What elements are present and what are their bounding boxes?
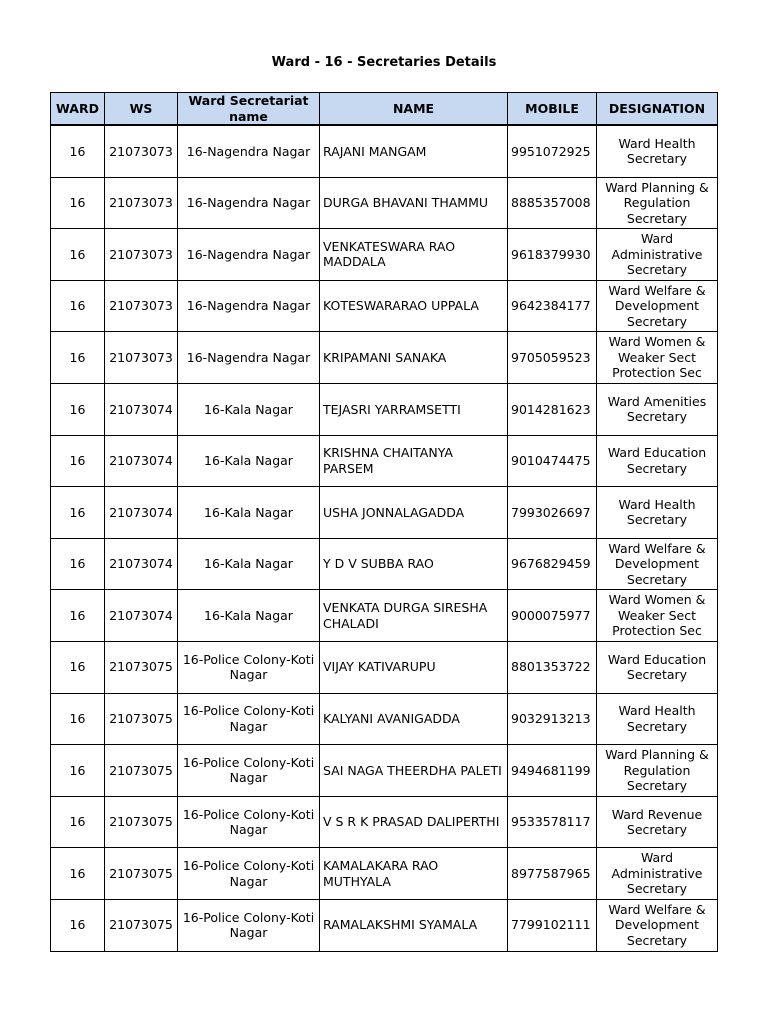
cell-mobile: 8885357008 [508,177,597,229]
cell-secretariat: 16-Nagendra Nagar [178,280,320,332]
cell-designation: Ward Planning & Regulation Secretary [597,177,718,229]
cell-mobile: 9010474475 [508,435,597,487]
cell-ward: 16 [51,435,105,487]
cell-ward: 16 [51,538,105,590]
cell-ws: 21073075 [105,693,178,745]
cell-name: KRISHNA CHAITANYA PARSEM [320,435,508,487]
cell-ws: 21073073 [105,229,178,281]
cell-secretariat: 16-Police Colony-Koti Nagar [178,641,320,693]
cell-designation: Ward Health Secretary [597,693,718,745]
cell-secretariat: 16-Police Colony-Koti Nagar [178,796,320,848]
cell-designation: Ward Women & Weaker Sect Protection Sec [597,590,718,642]
cell-secretariat: 16-Kala Nagar [178,435,320,487]
cell-ws: 21073075 [105,899,178,951]
cell-mobile: 9032913213 [508,693,597,745]
table-row [51,229,718,281]
cell-designation: Ward Welfare & Development Secretary [597,280,718,332]
cell-secretariat: 16-Nagendra Nagar [178,229,320,281]
cell-name: VENKATESWARA RAO MADDALA [320,229,508,281]
cell-ward: 16 [51,229,105,281]
table-row [51,848,718,900]
cell-mobile: 9533578117 [508,796,597,848]
header-ws: WS [105,93,178,126]
cell-secretariat: 16-Police Colony-Koti Nagar [178,899,320,951]
cell-name: RAJANI MANGAM [320,125,508,177]
cell-name: DURGA BHAVANI THAMMU [320,177,508,229]
table-row [51,641,718,693]
cell-designation: Ward Administrative Secretary [597,848,718,900]
cell-name: TEJASRI YARRAMSETTI [320,383,508,435]
cell-ws: 21073073 [105,177,178,229]
cell-secretariat: 16-Police Colony-Koti Nagar [178,848,320,900]
cell-ws: 21073074 [105,435,178,487]
cell-designation: Ward Administrative Secretary [597,229,718,281]
cell-designation: Ward Health Secretary [597,125,718,177]
cell-ward: 16 [51,125,105,177]
cell-ward: 16 [51,383,105,435]
cell-name: V S R K PRASAD DALIPERTHI [320,796,508,848]
cell-name: KAMALAKARA RAO MUTHYALA [320,848,508,900]
cell-ward: 16 [51,899,105,951]
cell-secretariat: 16-Police Colony-Koti Nagar [178,693,320,745]
table-row [51,745,718,797]
cell-designation: Ward Education Secretary [597,641,718,693]
cell-ws: 21073074 [105,487,178,539]
cell-mobile: 7799102111 [508,899,597,951]
cell-mobile: 8801353722 [508,641,597,693]
header-name: NAME [320,93,508,126]
table-row [51,796,718,848]
table-row [51,177,718,229]
table-row [51,125,718,177]
cell-ward: 16 [51,848,105,900]
table-row [51,435,718,487]
cell-ward: 16 [51,332,105,384]
cell-mobile: 9000075977 [508,590,597,642]
table-row [51,538,718,590]
cell-ws: 21073075 [105,641,178,693]
header-ward: WARD [51,93,105,126]
table-row [51,590,718,642]
secretaries-table [50,92,718,952]
cell-ws: 21073075 [105,745,178,797]
cell-ws: 21073075 [105,848,178,900]
cell-mobile: 7993026697 [508,487,597,539]
table-row [51,280,718,332]
header-designation: DESIGNATION [597,93,718,126]
cell-mobile: 9618379930 [508,229,597,281]
cell-secretariat: 16-Nagendra Nagar [178,125,320,177]
table-row [51,383,718,435]
cell-mobile: 9676829459 [508,538,597,590]
cell-ws: 21073074 [105,538,178,590]
cell-secretariat: 16-Police Colony-Koti Nagar [178,745,320,797]
cell-mobile: 9642384177 [508,280,597,332]
cell-name: VIJAY KATIVARUPU [320,641,508,693]
table-row [51,899,718,951]
cell-ward: 16 [51,487,105,539]
cell-name: KRIPAMANI SANAKA [320,332,508,384]
cell-designation: Ward Planning & Regulation Secretary [597,745,718,797]
cell-ws: 21073073 [105,332,178,384]
cell-mobile: 9705059523 [508,332,597,384]
cell-ward: 16 [51,745,105,797]
cell-name: VENKATA DURGA SIRESHA CHALADI [320,590,508,642]
cell-ward: 16 [51,177,105,229]
cell-name: USHA JONNALAGADDA [320,487,508,539]
page-title: Ward - 16 - Secretaries Details [271,55,497,70]
cell-secretariat: 16-Kala Nagar [178,383,320,435]
cell-designation: Ward Revenue Secretary [597,796,718,848]
cell-designation: Ward Health Secretary [597,487,718,539]
cell-ws: 21073075 [105,796,178,848]
cell-ward: 16 [51,280,105,332]
cell-secretariat: 16-Kala Nagar [178,590,320,642]
cell-secretariat: 16-Nagendra Nagar [178,332,320,384]
cell-secretariat: 16-Kala Nagar [178,487,320,539]
cell-mobile: 8977587965 [508,848,597,900]
header-mobile: MOBILE [508,93,597,126]
cell-secretariat: 16-Kala Nagar [178,538,320,590]
table-header-row [51,93,718,126]
cell-designation: Ward Women & Weaker Sect Protection Sec [597,332,718,384]
cell-name: SAI NAGA THEERDHA PALETI [320,745,508,797]
cell-ws: 21073073 [105,280,178,332]
table-row [51,487,718,539]
table-body [51,125,718,951]
cell-designation: Ward Welfare & Development Secretary [597,899,718,951]
cell-designation: Ward Welfare & Development Secretary [597,538,718,590]
cell-designation: Ward Education Secretary [597,435,718,487]
cell-ws: 21073073 [105,125,178,177]
cell-mobile: 9014281623 [508,383,597,435]
cell-ward: 16 [51,693,105,745]
cell-name: KOTESWARARAO UPPALA [320,280,508,332]
cell-mobile: 9951072925 [508,125,597,177]
cell-ws: 21073074 [105,590,178,642]
table-row [51,693,718,745]
cell-mobile: 9494681199 [508,745,597,797]
table-row [51,332,718,384]
cell-name: KALYANI AVANIGADDA [320,693,508,745]
cell-ward: 16 [51,590,105,642]
cell-name: Y D V SUBBA RAO [320,538,508,590]
cell-ws: 21073074 [105,383,178,435]
cell-ward: 16 [51,796,105,848]
cell-secretariat: 16-Nagendra Nagar [178,177,320,229]
cell-name: RAMALAKSHMI SYAMALA [320,899,508,951]
cell-designation: Ward Amenities Secretary [597,383,718,435]
header-secretariat: Ward Secretariat name [178,93,320,126]
cell-ward: 16 [51,641,105,693]
